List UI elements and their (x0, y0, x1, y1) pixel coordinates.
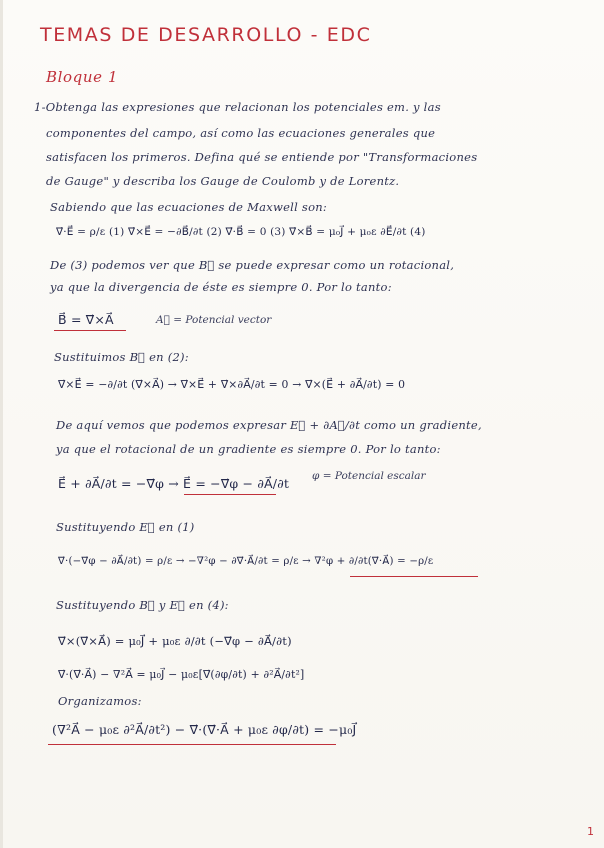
organize-label: Organizamos: (58, 694, 142, 708)
page-number: 1 (587, 825, 594, 838)
rotational-line-2: ya que la divergencia de éste es siempre 0. Por lo tanto: (50, 280, 392, 294)
question-line-3: satisfacen los primeros. Defina qué se entiende por "Transformaciones (46, 150, 478, 164)
page-edge (0, 0, 3, 848)
rotational-line-1: De (3) podemos ver que B⃗ se puede expresar como un rotacional, (50, 258, 455, 272)
underline-substitute-e (350, 576, 478, 577)
scalar-potential-note: φ = Potencial escalar (312, 470, 426, 482)
substitute-both-equation-1: ∇⃗×(∇⃗×A⃗) = μ₀J⃗ + μ₀ε ∂/∂t (−∇⃗φ − ∂A⃗/∂t) (58, 634, 292, 648)
underline-organize (48, 744, 336, 745)
substitute-both-equation-2: ∇⃗·(∇⃗·A⃗) − ∇²A⃗ = μ₀J⃗ − μ₀ε[∇⃗(∂φ/∂t) + ∂²A⃗/∂t²] (58, 668, 305, 681)
substitute-e-equation: ∇⃗·(−∇⃗φ − ∂A⃗/∂t) = ρ/ε → −∇²φ − ∂∇⃗·A⃗/∂t = ρ/ε → ∇²φ + ∂/∂t(∇⃗·A⃗) = −ρ/ε (58, 556, 434, 567)
substitute-both-label: Sustituyendo B⃗ y E⃗ en (4): (56, 598, 229, 612)
section-heading: Bloque 1 (46, 68, 119, 86)
substitute-b-label: Sustituimos B⃗ en (2): (54, 350, 189, 364)
substitute-e-label: Sustituyendo E⃗ en (1) (56, 520, 195, 534)
vector-potential-equation: B⃗ = ∇⃗×A⃗ (58, 312, 114, 327)
gradient-line-2: ya que el rotacional de un gradiente es siempre 0. Por lo tanto: (56, 442, 441, 456)
substitute-b-equation: ∇⃗×E⃗ = −∂/∂t (∇⃗×A⃗) → ∇⃗×E⃗ + ∇⃗×∂A⃗/∂t = 0 → ∇⃗×(E⃗ + ∂A⃗/∂t) = 0 (58, 378, 406, 391)
maxwell-equations: ∇⃗·E⃗ = ρ/ε (1) ∇⃗×E⃗ = −∂B⃗/∂t (2) ∇⃗·B⃗ = 0 (3) ∇⃗×B⃗ = μ₀J⃗ + μ₀ε ∂E⃗/∂t (4) (56, 226, 426, 238)
question-line-2: componentes del campo, así como las ecuaciones generales que (46, 126, 436, 140)
question-line-1: 1-Obtenga las expresiones que relacionan los potenciales em. y las (34, 100, 441, 114)
underline-vector-potential (54, 330, 126, 331)
gradient-line-1: De aquí vemos que podemos expresar E⃗ + ∂A⃗/∂t como un gradiente, (56, 418, 482, 432)
underline-scalar-potential (184, 494, 276, 495)
maxwell-intro: Sabiendo que las ecuaciones de Maxwell son: (50, 200, 328, 214)
scalar-potential-equation: E⃗ + ∂A⃗/∂t = −∇⃗φ → E⃗ = −∇⃗φ − ∂A⃗/∂t (58, 476, 290, 491)
page-title: TEMAS DE DESARROLLO - EDC (40, 24, 372, 46)
vector-potential-note: A⃗ = Potencial vector (156, 314, 272, 326)
question-line-4: de Gauge" y describa los Gauge de Coulomb y de Lorentz. (46, 174, 400, 188)
organize-equation: (∇²A⃗ − μ₀ε ∂²A⃗/∂t²) − ∇⃗·(∇⃗·A⃗ + μ₀ε ∂φ/∂t) = −μ₀J⃗ (52, 722, 357, 737)
